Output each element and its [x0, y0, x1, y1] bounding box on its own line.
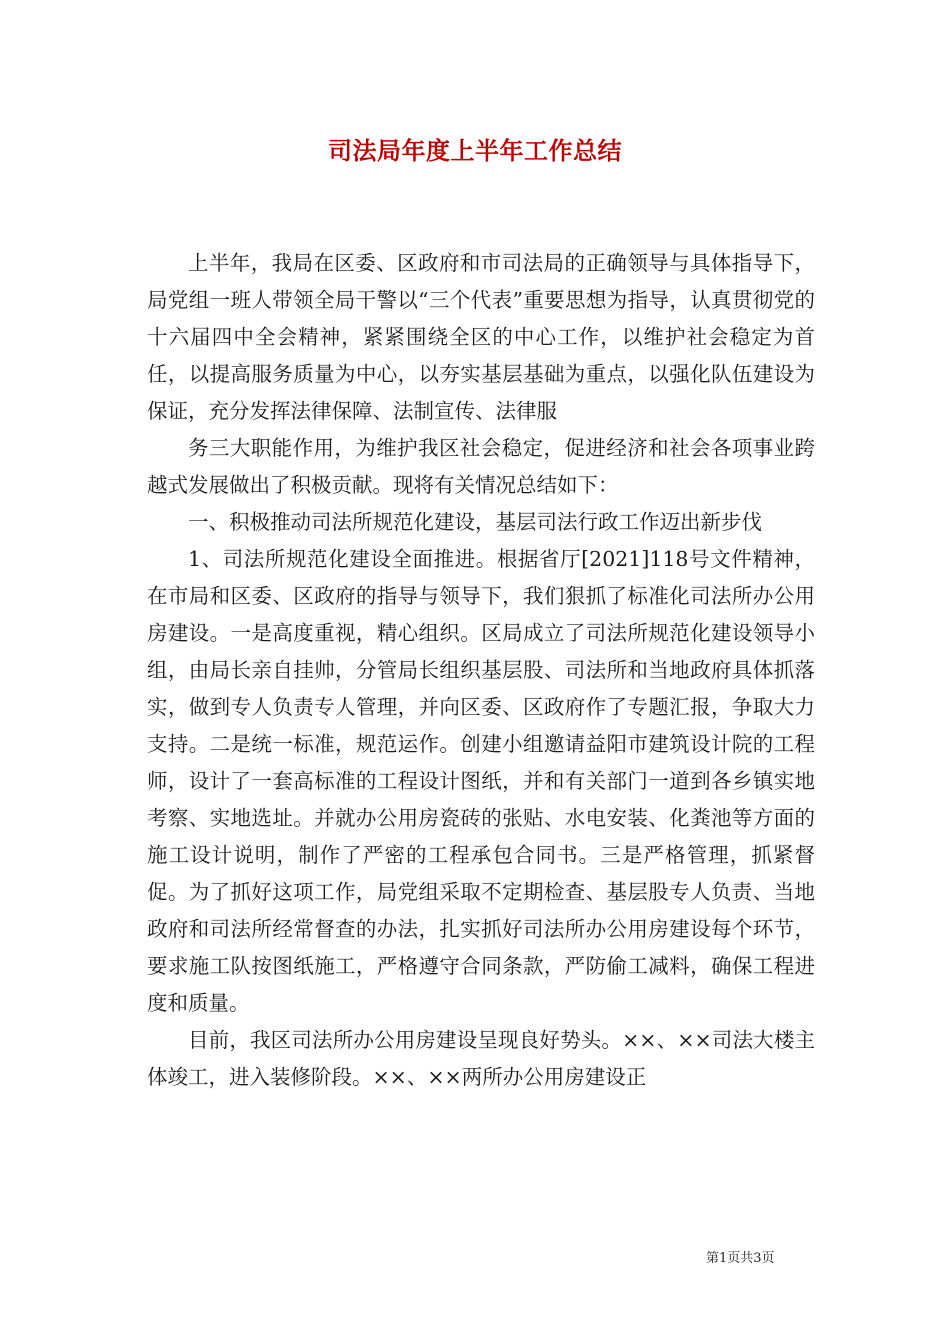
- paragraph-intro-continued: 务三大职能作用，为维护我区社会稳定，促进经济和社会各项事业跨越式发展做出了积极贡献。现将有关情况总结如下：: [147, 436, 815, 497]
- paragraph-intro: 上半年，我局在区委、区政府和市司法局的正确领导与具体指导下，局党组一班人带领全局干警以“三个代表”重要思想为指导，认真贯彻党的十六届四中全会精神，紧紧围绕全区的中心工作，以维护社会稳定为首任，以提高服务质量为中心，以夯实基层基础为重点，以强化队伍建设为保证，充分发挥法律保障、法制宣传、法律服: [147, 251, 815, 423]
- paragraph-item-1: 1、司法所规范化建设全面推进。根据省厅[2021]118号文件精神，在市局和区委、区政府的指导与领导下，我们狠抓了标准化司法所办公用房建设。一是高度重视，精心组织。区局成立了司法所规范化建设领导小组，由局长亲自挂帅，分管局长组织基层股、司法所和当地政府具体抓落实，做到专人负责专人管理，并向区委、区政府作了专题汇报，争取大力支持。二是统一标准，规范运作。创建小组邀请益阳市建筑设计院的工程师，设计了一套高标准的工程设计图纸，并和有关部门一道到各乡镇实地考察、实地选址。并就办公用房瓷砖的张贴、水电安装、化粪池等方面的施工设计说明，制作了严密的工程承包合同书。三是严格管理，抓紧督促。为了抓好这项工作，局党组采取不定期检查、基层股专人负责、当地政府和司法所经常督查的办法，扎实抓好司法所办公用房建设每个环节，要求施工队按图纸施工，严格遵守合同条款，严防偷工减料，确保工程进度和质量。: [147, 547, 815, 1015]
- document-title: 司法局年度上半年工作总结: [328, 136, 622, 165]
- page-number-footer: 第1页共3页: [706, 1251, 775, 1266]
- paragraph-current-status: 目前，我区司法所办公用房建设呈现良好势头。××、××司法大楼主体竣工，进入装修阶段。××、××两所办公用房建设正: [147, 1028, 815, 1089]
- section-heading-1: 一、积极推动司法所规范化建设，基层司法行政工作迈出新步伐: [188, 510, 762, 534]
- document-body: [147, 245, 815, 1096]
